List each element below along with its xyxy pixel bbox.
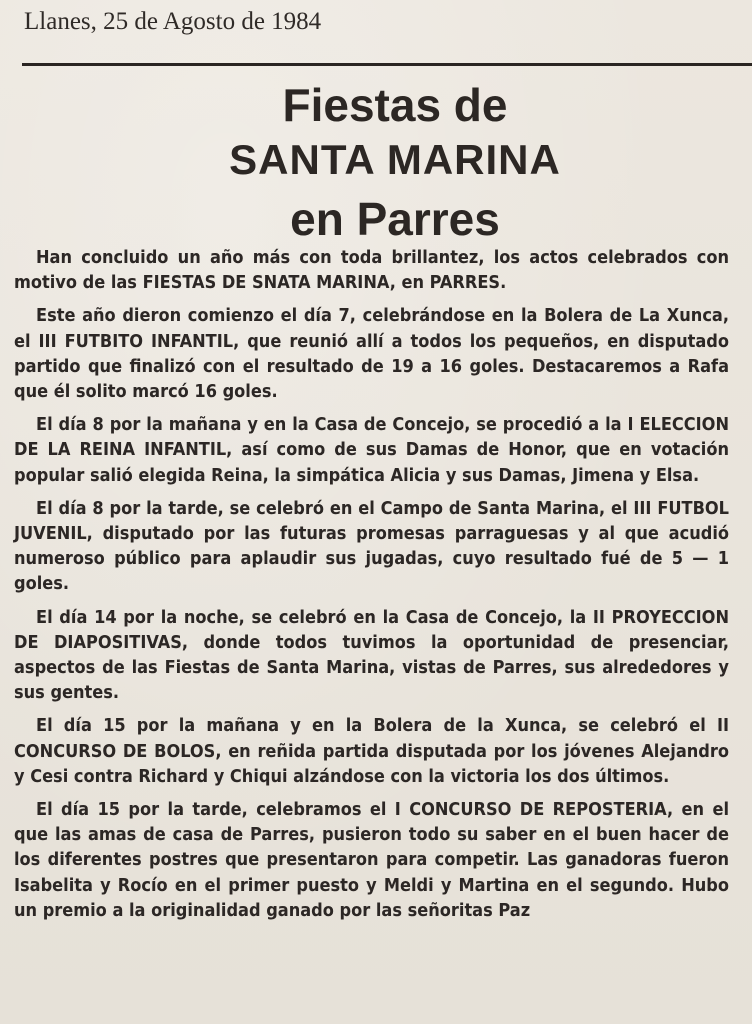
paragraph: El día 8 por la tarde, se celebró en el Campo de Santa Marina, el III FUTBOL JUVENIL, disputado por las futuras promesas parraguesas y al que acudió numeroso público para aplaudir sus jugadas, cuyo resultado fué de 5 — 1 goles. [14,497,729,595]
paragraph: Este año dieron comienzo el día 7, celebrándose en la Bolera de La Xunca, el III FUTBITO INFANTIL, que reunió allí a todos los pequeños, en disputado partido que finalizó con el resultado de 19 a 16 goles. Destacaremos a Rafa que él solito marcó 16 goles. [14,305,729,403]
article-title [0,79,752,253]
paragraph: El día 15 por la tarde, celebramos el I CONCURSO DE REPOSTERIA, en el que las amas de casa de Parres, pusieron todo su saber en el buen hacer de los diferentes postres que presentaron para competir. Las ganadoras fueron Isabelita y Rocío en el primer puesto y Meldi y Martina en el segundo. Hubo un premio a la originalidad ganado por las señoritas Paz [14,799,729,921]
dateline: Llanes, 25 de Agosto de 1984 [24,8,322,35]
article-body [14,245,729,931]
paragraph: El día 15 por la mañana y en la Bolera de la Xunca, se celebró el II CONCURSO DE BOLOS, en reñida partida disputada por los jóvenes Alejandro y Cesi contra Richard y Chiqui alzándose con la victoria los dos últimos. [14,715,729,787]
paragraph: El día 14 por la noche, se celebró en la Casa de Concejo, la II PROYECCION DE DIAPOSITIVAS, donde todos tuvimos la oportunidad de presenciar, aspectos de las Fiestas de Santa Marina, vistas de Parres, sus alrededores y sus gentes. [14,606,729,704]
title-line-2: SANTA MARINA [229,136,561,183]
header-rule [22,63,752,66]
title-line-1: Fiestas de [282,79,508,131]
paragraph: Han concluido un año más con toda brillantez, los actos celebrados con motivo de las FIESTAS DE SNATA MARINA, en PARRES. [14,247,729,294]
paragraph: El día 8 por la mañana y en la Casa de Concejo, se procedió a la I ELECCION DE LA REINA INFANTIL, así como de sus Damas de Honor, que en votación popular salió elegida Reina, la simpática Alicia y sus Damas, Jimena y Elsa. [14,414,729,486]
title-line-3: en Parres [290,193,500,245]
